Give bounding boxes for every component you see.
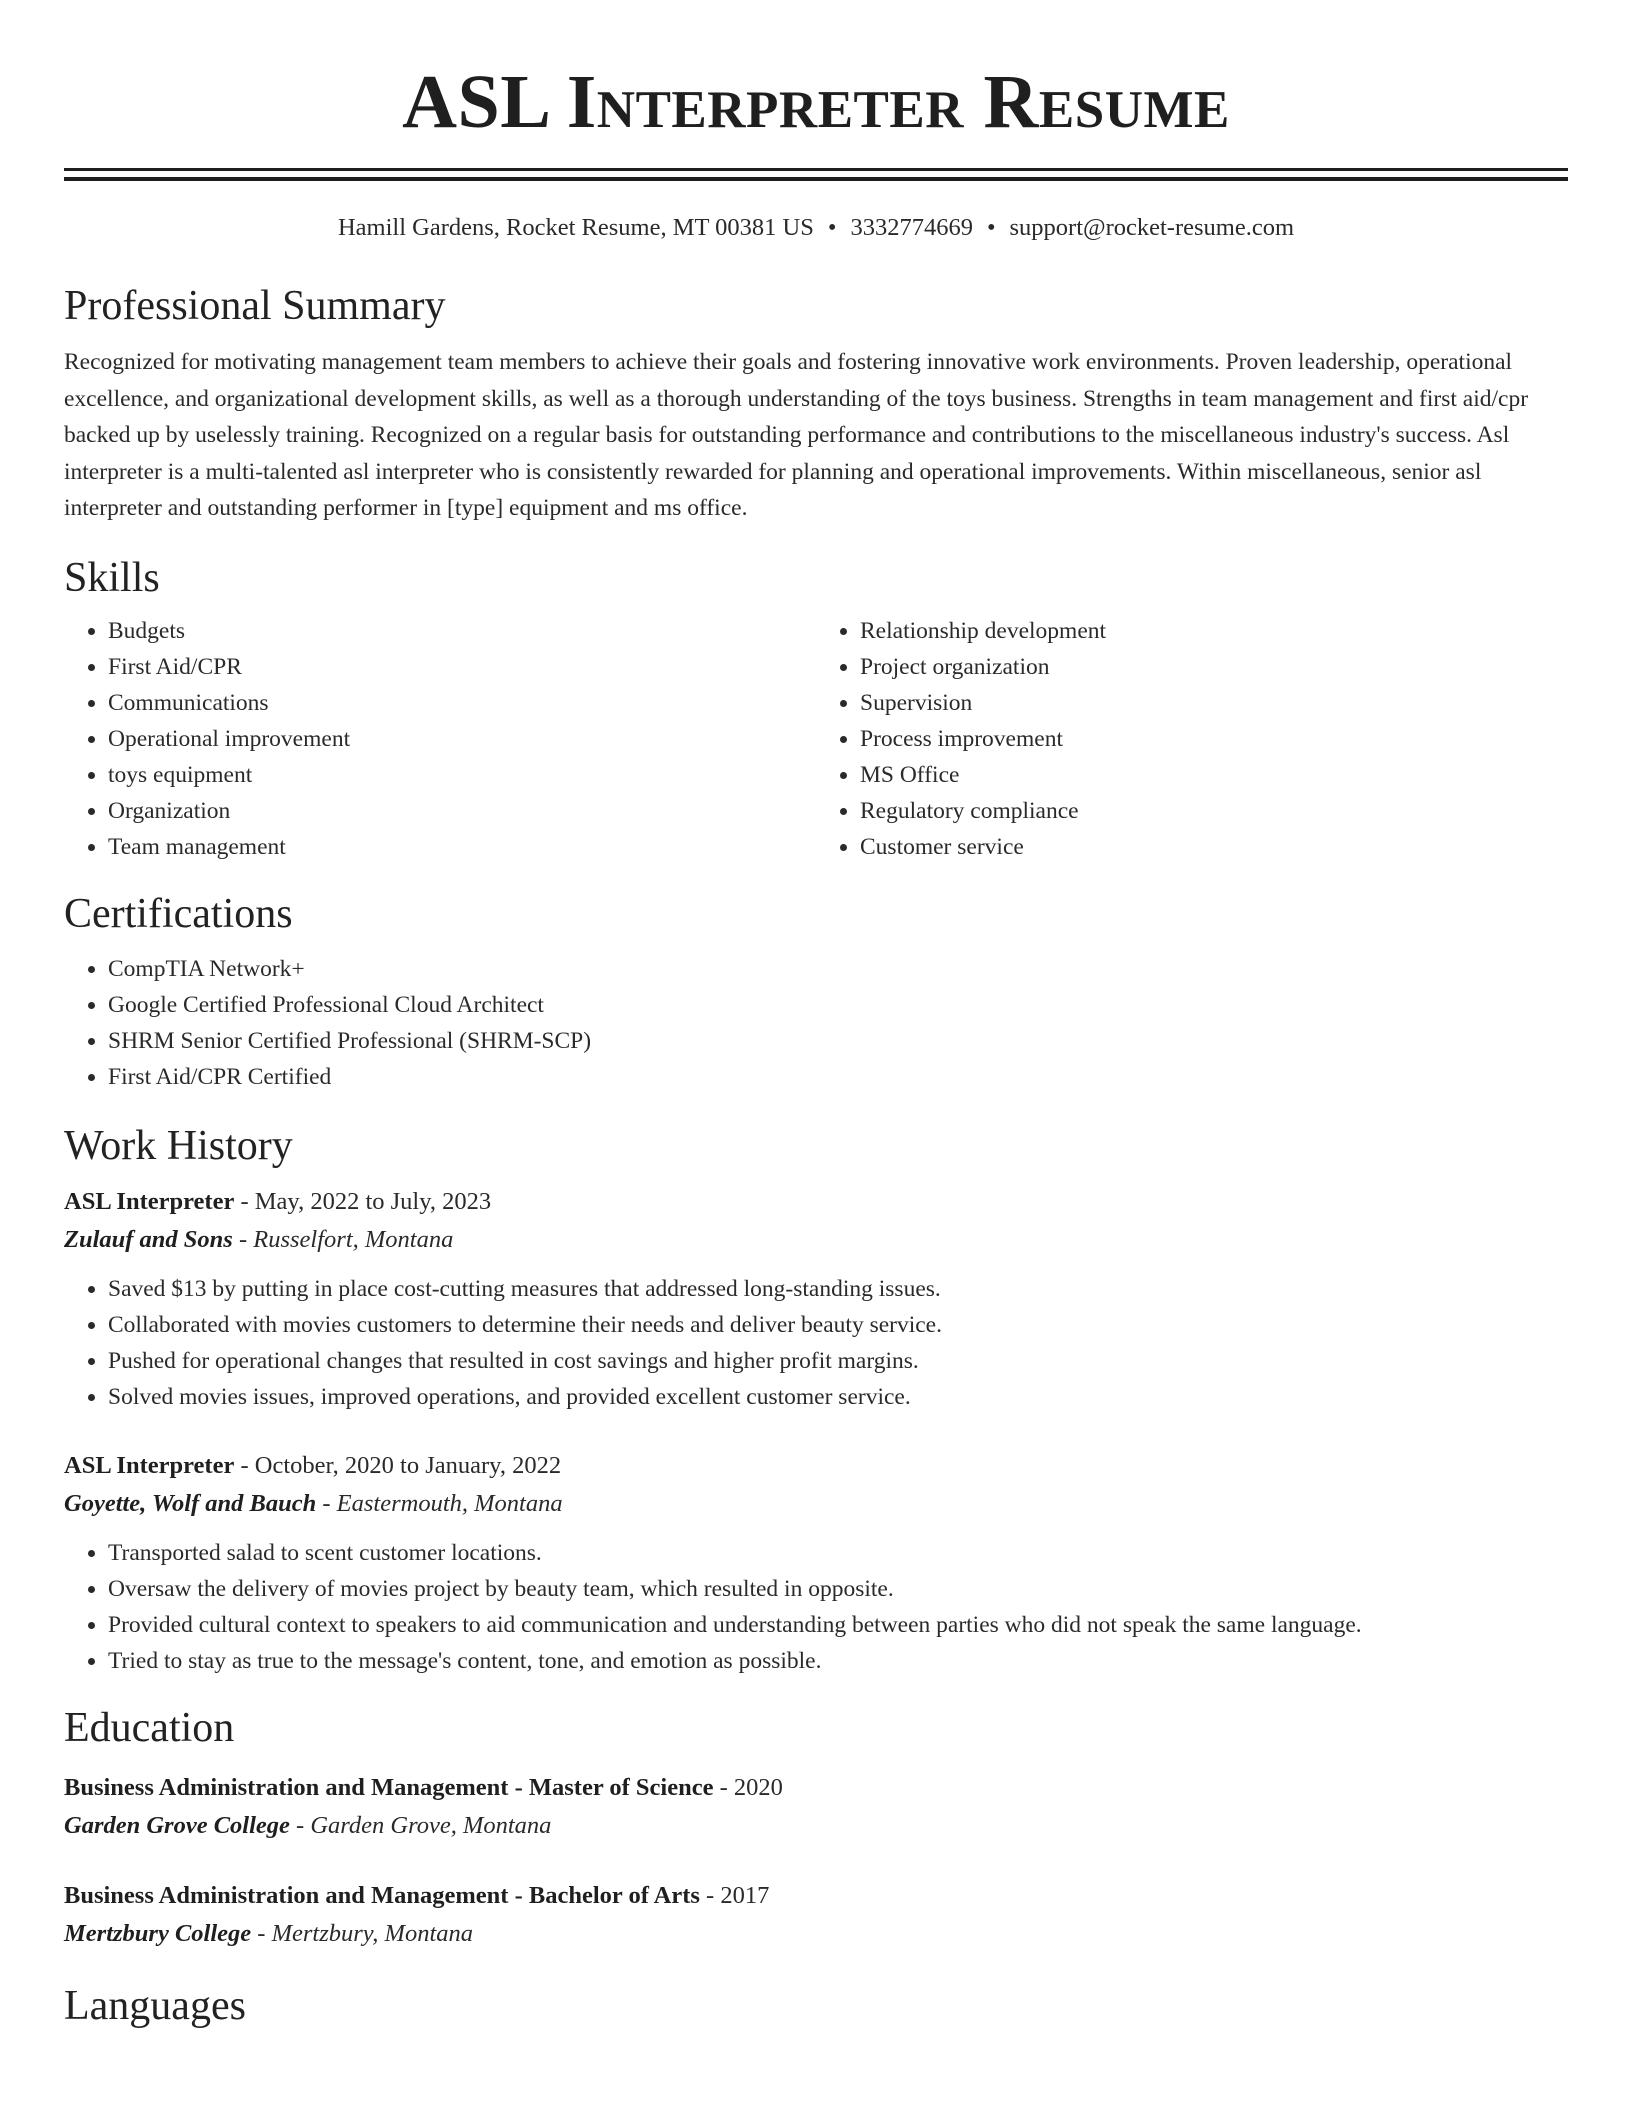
summary-text: Recognized for motivating management team members to achieve their goals and fostering innovative work environments. Proven leadership, operational excellence, and organizational development skills, as well as a thorough understanding of the toys business. Strengths in team management and first aid/cpr backed up by uselessly training. Recognized on a regular basis for outstanding performance and contributions to the miscellaneous industry's success. Asl interpreter is a multi-talented asl interpreter who is consistently rewarded for planning and operational improvements. Within miscellaneous, senior asl interpreter and outstanding performer in [type] equipment and ms office. [64, 349, 1529, 521]
contact-separator: • [827, 214, 837, 241]
job-bullet: • Solved movies issues, improved operations, and provided excellent customer service. [108, 1379, 1568, 1415]
degree-year: - 2017 [706, 1881, 770, 1909]
certification-item: • CompTIA Network+ [108, 951, 1568, 987]
job-bullet: • Tried to stay as true to the message's content, tone, and emotion as possible. [108, 1643, 1568, 1679]
skill-item: • MS Office [860, 757, 1568, 793]
employer-line [64, 1485, 1568, 1523]
job-bullets [64, 1271, 1568, 1415]
job-bullet: • Transported salad to scent customer locations. [108, 1535, 1568, 1571]
job-bullet: • Pushed for operational changes that resulted in cost savings and higher profit margins. [108, 1343, 1568, 1379]
school-line [64, 1807, 1568, 1845]
skills-columns [64, 613, 1568, 865]
certifications-list [64, 951, 1568, 1095]
skill-item: • Operational improvement [108, 721, 816, 757]
skill-item: • Regulatory compliance [860, 793, 1568, 829]
education-heading: Education [64, 1704, 235, 1751]
contact-address: Hamill Gardens, Rocket Resume, MT 00381 US [337, 214, 814, 241]
degree-line [64, 1877, 1568, 1915]
employer-name: Zulauf and Sons [64, 1225, 233, 1253]
job-dates: - October, 2020 to January, 2022 [240, 1451, 562, 1479]
education-entry [64, 1769, 1568, 1845]
skill-item: • Team management [108, 829, 816, 865]
school-location: - Mertzbury, Montana [257, 1919, 473, 1947]
job-bullets [64, 1535, 1568, 1679]
degree-line [64, 1769, 1568, 1807]
job-entry [64, 1447, 1568, 1679]
skill-item: • Process improvement [860, 721, 1568, 757]
job-title: ASL Interpreter [64, 1451, 235, 1479]
employer-location: - Russelfort, Montana [238, 1225, 454, 1253]
school-name: Mertzbury College [64, 1919, 252, 1947]
employer-location: - Eastermouth, Montana [322, 1489, 563, 1517]
skill-item: • Organization [108, 793, 816, 829]
title-double-rule [64, 168, 1568, 181]
job-bullet: • Collaborated with movies customers to determine their needs and deliver beauty service. [108, 1307, 1568, 1343]
certifications-heading: Certifications [64, 890, 293, 937]
languages-heading: Languages [64, 1982, 246, 2029]
job-bullet: • Provided cultural context to speakers to aid communication and understanding between parties who did not speak the same language. [108, 1607, 1568, 1643]
skill-item: • Supervision [860, 685, 1568, 721]
contact-email: support@rocket-resume.com [1009, 214, 1295, 241]
contact-separator: • [986, 214, 996, 241]
work-history-heading: Work History [64, 1122, 293, 1169]
school-name: Garden Grove College [64, 1811, 290, 1839]
job-title-line [64, 1183, 1568, 1221]
skills-list-right [816, 613, 1568, 865]
employer-name: Goyette, Wolf and Bauch [64, 1489, 317, 1517]
skill-item: • toys equipment [108, 757, 816, 793]
degree-name: Business Administration and Management - Master of Science [64, 1773, 714, 1801]
skill-item: • Relationship development [860, 613, 1568, 649]
certification-item: • Google Certified Professional Cloud Architect [108, 987, 1568, 1023]
resume-page [64, 0, 1568, 2031]
job-bullet: • Saved $13 by putting in place cost-cutting measures that addressed long-standing issues. [108, 1271, 1568, 1307]
contact-phone: 3332774669 [850, 214, 973, 241]
skills-list-left [64, 613, 816, 865]
job-dates: - May, 2022 to July, 2023 [240, 1187, 492, 1215]
degree-name: Business Administration and Management - Bachelor of Arts [64, 1881, 700, 1909]
skill-item: • Communications [108, 685, 816, 721]
certification-item: • SHRM Senior Certified Professional (SHRM-SCP) [108, 1023, 1568, 1059]
certification-item: • First Aid/CPR Certified [108, 1059, 1568, 1095]
job-bullet: • Oversaw the delivery of movies project by beauty team, which resulted in opposite. [108, 1571, 1568, 1607]
resume-title: ASL Interpreter Resume [402, 60, 1230, 144]
skill-item: • Budgets [108, 613, 816, 649]
skills-heading: Skills [64, 554, 160, 601]
skill-item: • Customer service [860, 829, 1568, 865]
skill-item: • First Aid/CPR [108, 649, 816, 685]
job-title: ASL Interpreter [64, 1187, 235, 1215]
job-entry [64, 1183, 1568, 1415]
summary-heading: Professional Summary [64, 283, 446, 329]
skill-item: • Project organization [860, 649, 1568, 685]
contact-line [64, 211, 1568, 245]
degree-year: - 2020 [719, 1773, 783, 1801]
job-title-line [64, 1447, 1568, 1485]
school-location: - Garden Grove, Montana [296, 1811, 552, 1839]
education-entry [64, 1877, 1568, 1953]
employer-line [64, 1221, 1568, 1259]
school-line [64, 1915, 1568, 1953]
